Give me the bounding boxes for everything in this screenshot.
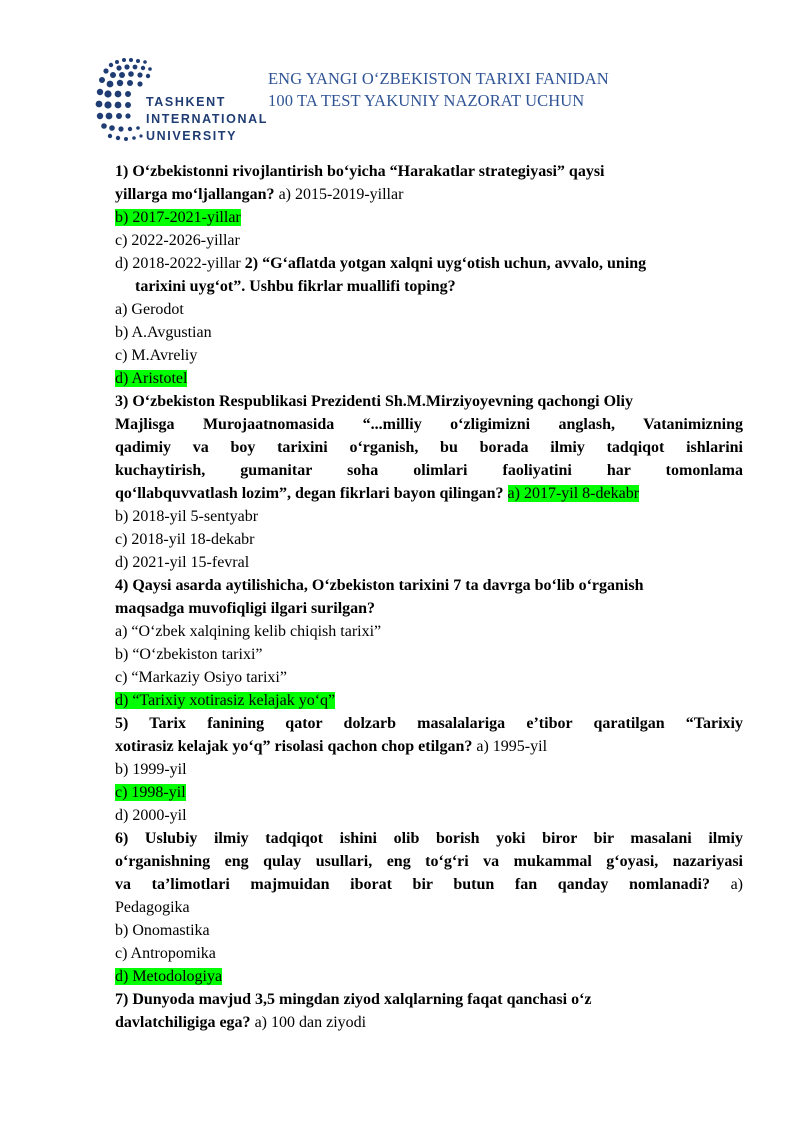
question-6-line-3 — [115, 873, 743, 896]
question-text: maqsadga muvofiqligi ilgari surilgan? — [115, 600, 376, 617]
answer-option-correct — [115, 965, 743, 988]
question-text: kuchaytirish, gumanitar soha olimlari faoliyatini har tomonlama — [115, 462, 743, 479]
answer-option: c) Antropomika — [115, 945, 216, 962]
logo-line-2: INTERNATIONAL — [146, 112, 268, 126]
question-6-line-2 — [115, 850, 743, 873]
answer-highlight: d) Aristotel — [115, 370, 188, 387]
question-4 — [115, 574, 743, 597]
answer-option: c) “Markaziy Osiyo tarixi” — [115, 669, 287, 686]
answer-option — [115, 252, 743, 275]
logo-dots-icon — [94, 54, 154, 146]
question-4-line-2 — [115, 597, 743, 620]
question-text: 7) Dunyoda mavjud 3,5 mingdan ziyod xalqlarning faqat qanchasi o‘z — [115, 991, 592, 1008]
answer-highlight: c) 1998-yil — [115, 784, 186, 801]
answer-option: a) 100 dan ziyodi — [254, 1014, 367, 1031]
answer-option: b) Onomastika — [115, 922, 210, 939]
answer-option: c) 2022-2026-yillar — [115, 232, 240, 249]
question-5 — [115, 712, 743, 735]
question-text: 6) Uslubiy ilmiy tadqiqot ishini olib borish yoki biror bir masalani ilmiy — [115, 830, 743, 847]
question-1 — [115, 160, 743, 183]
answer-option-prefix: a) — [730, 876, 744, 893]
answer-option: d) 2000-yil — [115, 807, 187, 824]
answer-option: a) “O‘zbek xalqining kelib chiqish tarixi” — [115, 623, 382, 640]
answer-option: b) 2018-yil 5-sentyabr — [115, 508, 259, 525]
question-text: 5) Tarix fanining qator dolzarb masalalariga e’tibor qaratilgan “Tarixiy — [115, 715, 743, 732]
question-3-line-3 — [115, 436, 743, 459]
answer-highlight: a) 2017-yil 8-dekabr — [507, 485, 640, 502]
question-text: qo‘llabquvvatlash lozim”, degan fikrlari bayon qilingan? — [115, 485, 504, 502]
question-1-line-2 — [115, 183, 743, 206]
question-text: 4) Qaysi asarda aytilishicha, O‘zbekiston tarixini 7 ta davrga bo‘lib o‘rganish — [115, 577, 644, 594]
university-logo — [94, 54, 268, 146]
question-6 — [115, 827, 743, 850]
question-text: xotirasiz kelajak yo‘q” risolasi qachon chop etilgan? — [115, 738, 473, 755]
answer-option-correct — [115, 689, 743, 712]
question-text: yillarga mo‘ljallangan? — [115, 186, 275, 203]
logo-line-1: TASHKENT — [146, 95, 226, 109]
question-2: 2) “G‘aflatda yotgan xalqni uyg‘otish uchun, avvalo, uning — [244, 255, 647, 272]
question-7-line-2 — [115, 1011, 743, 1034]
answer-option: c) M.Avreliy — [115, 347, 198, 364]
question-text: o‘rganishning eng qulay usullari, eng to‘g‘ri va mukammal g‘oyasi, nazariyasi — [115, 853, 743, 870]
question-3-line-5 — [115, 482, 743, 505]
question-3-line-2 — [115, 413, 743, 436]
answer-option: c) 2018-yil 18-dekabr — [115, 531, 255, 548]
question-text: tarixini uyg‘ot”. Ushbu fikrlar muallifi toping? — [135, 278, 456, 295]
question-text: qadimiy va boy tarixini o‘rganish, bu borada ilmiy tadqiqot ishlarini — [115, 439, 743, 456]
answer-option: b) A.Avgustian — [115, 324, 212, 341]
question-text: 3) O‘zbekiston Respublikasi Prezidenti Sh.M.Mirziyoyevning qachongi Oliy — [115, 393, 633, 410]
answer-option: b) “O‘zbekiston tarixi” — [115, 646, 263, 663]
heading-line-2: 100 TA TEST YAKUNIY NAZORAT UCHUN — [268, 91, 585, 110]
page-header — [94, 54, 734, 149]
logo-wordmark — [146, 94, 268, 145]
question-text: Majlisga Murojaatnomasida “...milliy o‘zligimizni anglash, Vatanimizning — [115, 416, 743, 433]
answer-option: a) Gerodot — [115, 301, 184, 318]
document-heading — [268, 68, 609, 112]
question-2-line-2 — [115, 275, 743, 298]
answer-option-text: d) 2018-2022-yillar — [115, 255, 241, 272]
question-3-line-4 — [115, 459, 743, 482]
logo-line-3: UNIVERSITY — [146, 129, 238, 143]
answer-highlight: b) 2017-2021-yillar — [115, 209, 241, 226]
answer-option-correct — [115, 781, 743, 804]
answer-option: b) 1999-yil — [115, 761, 187, 778]
question-text: va ta’limotlari majmuidan iborat bir butun fan qanday nomlanadi? — [115, 876, 710, 893]
answer-option: d) 2021-yil 15-fevral — [115, 554, 250, 571]
question-3 — [115, 390, 743, 413]
question-7 — [115, 988, 743, 1011]
question-5-line-2 — [115, 735, 743, 758]
heading-line-1: ENG YANGI O‘ZBEKISTON TARIXI FANIDAN — [268, 69, 609, 88]
answer-highlight: d) Metodologiya — [115, 968, 223, 985]
answer-highlight: d) “Tarixiy xotirasiz kelajak yo‘q” — [115, 692, 336, 709]
test-content — [115, 160, 743, 1034]
question-text: davlatchiligiga ega? — [115, 1014, 251, 1031]
answer-option-correct — [115, 367, 743, 390]
answer-option: a) 1995-yil — [476, 738, 548, 755]
question-text: 1) O‘zbekistonni rivojlantirish bo‘yicha “Harakatlar strategiyasi” qaysi — [115, 163, 605, 180]
answer-option: Pedagogika — [115, 899, 190, 916]
answer-option-correct — [115, 206, 743, 229]
answer-option: a) 2015-2019-yillar — [278, 186, 404, 203]
